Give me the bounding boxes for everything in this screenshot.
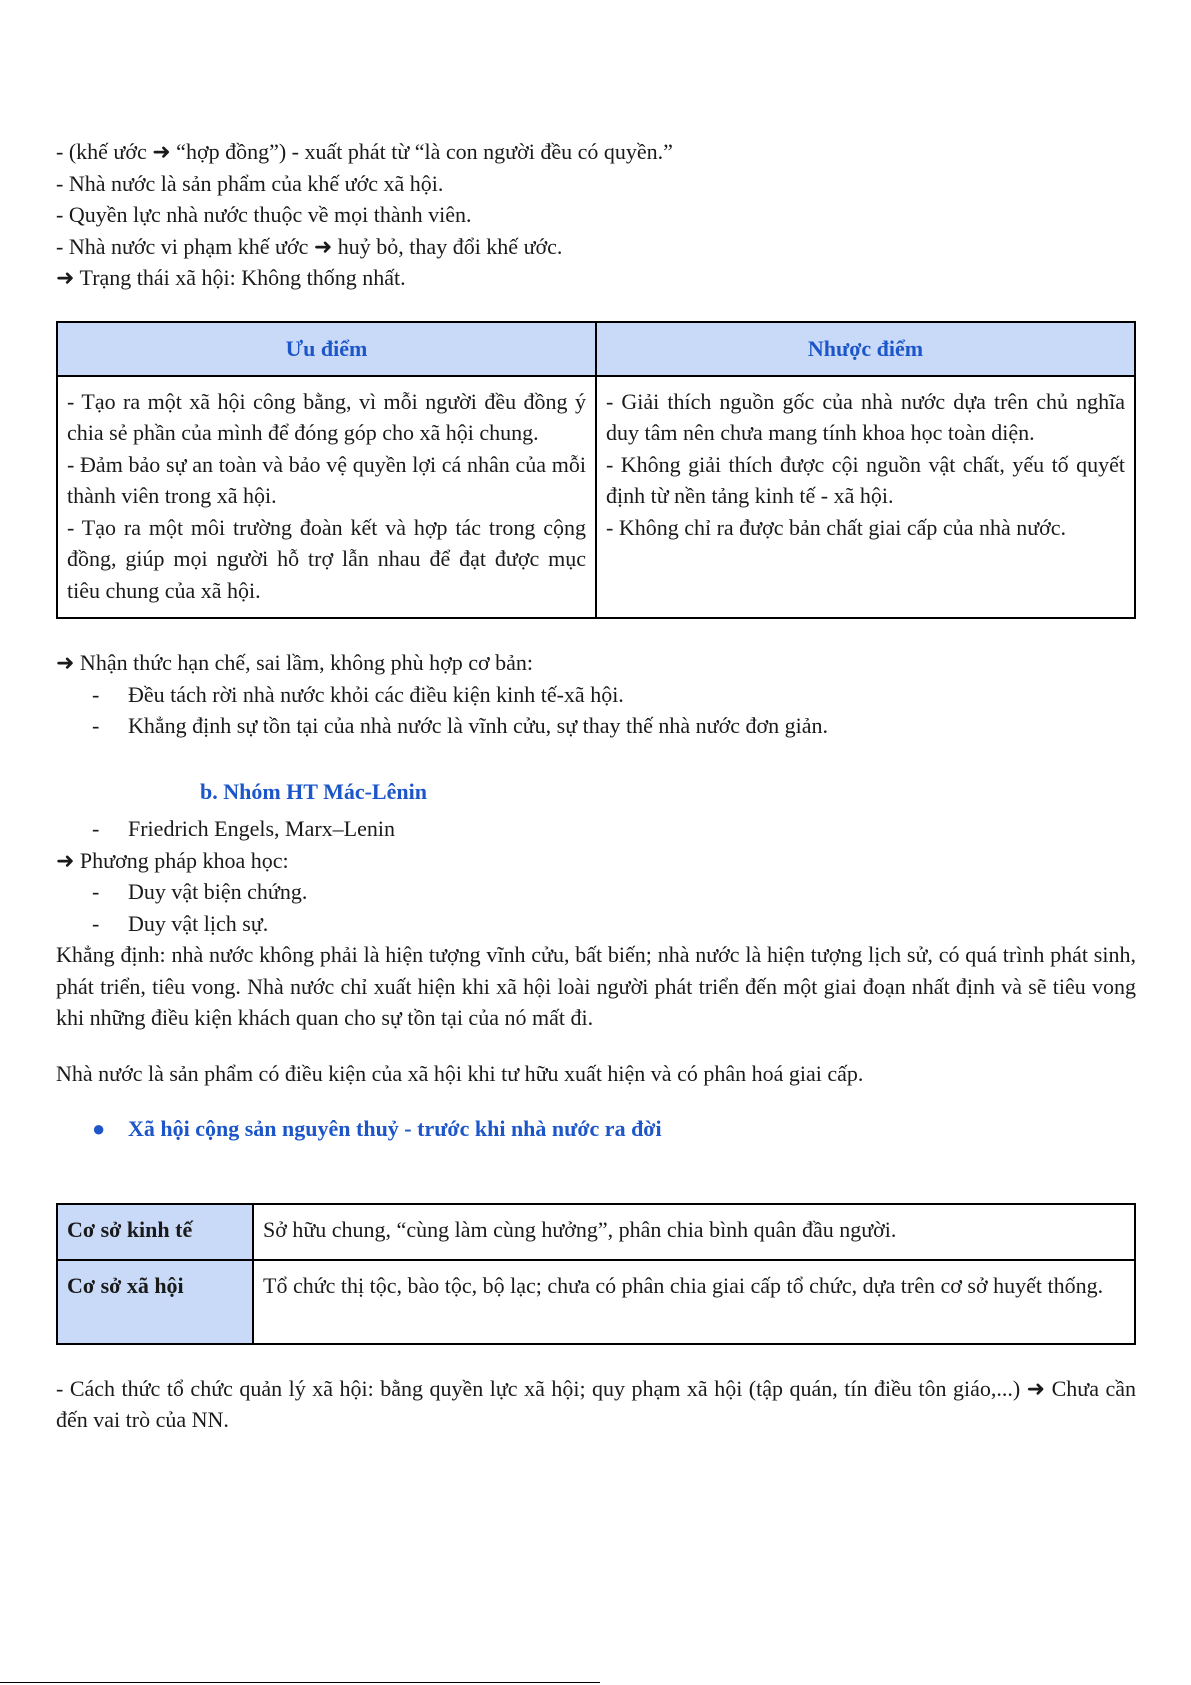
list-item: - Duy vật lịch sự. bbox=[56, 908, 1136, 940]
section-b-title: b. Nhóm HT Mác-Lênin bbox=[200, 778, 427, 804]
limitations-heading: ➜ Nhận thức hạn chế, sai lầm, không phù hợp cơ bản: bbox=[56, 650, 534, 675]
cons-header: Nhược điểm bbox=[596, 322, 1135, 376]
pros-item: - Đảm bảo sự an toàn và bảo vệ quyền lợi cá nhân của mỗi thành viên trong xã hội. bbox=[67, 451, 586, 508]
intro-line: - Quyền lực nhà nước thuộc về mọi thành viên. bbox=[56, 202, 472, 227]
cons-cell bbox=[596, 376, 1135, 619]
list-item: - Khẳng định sự tồn tại của nhà nước là vĩnh cửu, sự thay thế nhà nước đơn giản. bbox=[56, 710, 1136, 742]
intro-block bbox=[56, 136, 1136, 294]
list-item: - Friedrich Engels, Marx–Lenin bbox=[56, 813, 1136, 845]
cons-item: - Giải thích nguồn gốc của nhà nước dựa trên chủ nghĩa duy tâm nên chưa mang tính khoa học toàn diện. bbox=[606, 388, 1125, 445]
table-row bbox=[57, 1260, 1135, 1344]
method-heading: ➜ Phương pháp khoa học: bbox=[56, 847, 289, 873]
authors-list bbox=[56, 813, 1136, 845]
pros-item: - Tạo ra một xã hội công bằng, vì mỗi người đều đồng ý chia sẻ phần của mình để đóng góp cho xã hội chung. bbox=[67, 388, 586, 445]
pros-cons-table bbox=[56, 321, 1136, 620]
table-row bbox=[57, 1204, 1135, 1260]
document-page bbox=[56, 136, 1136, 1436]
bullet-icon: ● bbox=[92, 1116, 106, 1141]
list-item: - Đều tách rời nhà nước khỏi các điều kiện kinh tế-xã hội. bbox=[56, 679, 1136, 711]
intro-line: - (khế ước ➜ “hợp đồng”) - xuất phát từ “là con người đều có quyền.” bbox=[56, 139, 673, 164]
intro-line: - Nhà nước là sản phẩm của khế ước xã hội. bbox=[56, 170, 444, 196]
primitive-society-heading bbox=[56, 1113, 1136, 1145]
table-header-row bbox=[57, 322, 1135, 376]
product-paragraph: Nhà nước là sản phẩm có điều kiện của xã hội khi tư hữu xuất hiện và có phân hoá giai cấp. bbox=[56, 1060, 864, 1086]
limitations-list bbox=[56, 679, 1136, 742]
row-label: Cơ sở xã hội bbox=[57, 1260, 253, 1344]
primitive-society-title: Xã hội cộng sản nguyên thuỷ - trước khi nhà nước ra đời bbox=[128, 1116, 662, 1141]
pros-header: Ưu điểm bbox=[57, 322, 596, 376]
table-row bbox=[57, 376, 1135, 619]
row-value: Tổ chức thị tộc, bào tộc, bộ lạc; chưa có phân chia giai cấp tổ chức, dựa trên cơ sở huyết thống. bbox=[253, 1260, 1135, 1344]
pros-cell bbox=[57, 376, 596, 619]
row-label: Cơ sở kinh tế bbox=[57, 1204, 253, 1260]
footer-divider bbox=[0, 1682, 600, 1683]
cons-item: - Không giải thích được cội nguồn vật chất, yếu tố quyết định từ nền tảng kinh tế - xã hội. bbox=[606, 451, 1125, 508]
pros-item: - Tạo ra một môi trường đoàn kết và hợp tác trong cộng đồng, giúp mọi người hỗ trợ lẫn nhau để đạt được mục tiêu chung của xã hội. bbox=[67, 514, 586, 603]
primitive-society-table bbox=[56, 1203, 1136, 1345]
list-item: - Duy vật biện chứng. bbox=[56, 876, 1136, 908]
intro-line: ➜ Trạng thái xã hội: Không thống nhất. bbox=[56, 265, 406, 290]
management-paragraph: - Cách thức tổ chức quản lý xã hội: bằng quyền lực xã hội; quy phạm xã hội (tập quán, tín điều tôn giáo,...) ➜ Chưa cần đến vai trò của NN. bbox=[56, 1375, 1136, 1432]
affirmation-paragraph: Khẳng định: nhà nước không phải là hiện tượng vĩnh cửu, bất biến; nhà nước là hiện tượng lịch sử, có quá trình phát sinh, phát triển, tiêu vong. Nhà nước chỉ xuất hiện khi xã hội loài người phát triển đến một giai đoạn nhất định và sẽ tiêu vong khi những điều kiện khách quan cho sự tồn tại của nó mất đi. bbox=[56, 942, 1136, 1030]
cons-item: - Không chỉ ra được bản chất giai cấp của nhà nước. bbox=[606, 514, 1067, 540]
limitations-block bbox=[56, 647, 1136, 742]
methods-list bbox=[56, 876, 1136, 939]
intro-line: - Nhà nước vi phạm khế ước ➜ huỷ bỏ, thay đổi khế ước. bbox=[56, 233, 563, 259]
row-value: Sở hữu chung, “cùng làm cùng hưởng”, phân chia bình quân đầu người. bbox=[253, 1204, 1135, 1260]
